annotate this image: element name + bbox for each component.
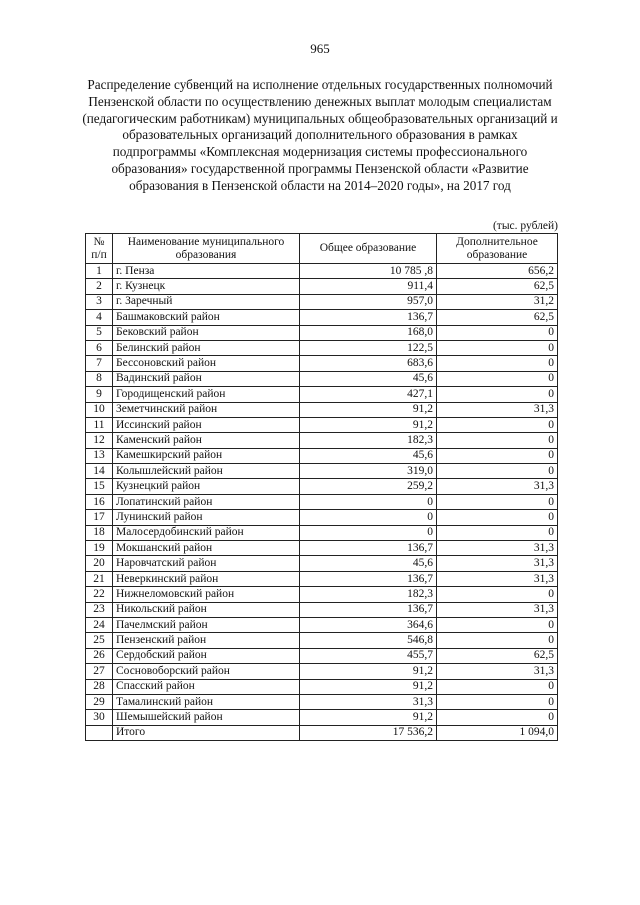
cell-number: 4 [86, 310, 113, 325]
cell-municipality: Мокшанский район [113, 541, 300, 556]
table-row [86, 371, 558, 386]
cell-additional-education: 0 [437, 433, 558, 448]
cell-additional-education: 0 [437, 525, 558, 540]
cell-general-education: 259,2 [300, 479, 437, 494]
cell-number: 29 [86, 694, 113, 709]
table-row [86, 340, 558, 355]
cell-additional-education: 0 [437, 494, 558, 509]
cell-municipality: Бессоновский район [113, 356, 300, 371]
cell-municipality: Наровчатский район [113, 556, 300, 571]
cell-number: 12 [86, 433, 113, 448]
cell-number: 28 [86, 679, 113, 694]
cell-general-education: 91,2 [300, 710, 437, 725]
cell-municipality: Земетчинский район [113, 402, 300, 417]
cell-number: 13 [86, 448, 113, 463]
cell-municipality: Никольский район [113, 602, 300, 617]
cell-municipality: Лопатинский район [113, 494, 300, 509]
cell-municipality: Тамалинский район [113, 694, 300, 709]
cell-number: 17 [86, 510, 113, 525]
cell-municipality: Иссинский район [113, 417, 300, 432]
cell-number: 20 [86, 556, 113, 571]
table-row [86, 417, 558, 432]
total-row [86, 725, 558, 740]
cell-municipality: Сосновоборский район [113, 664, 300, 679]
table-row [86, 464, 558, 479]
cell-additional-education: 31,2 [437, 294, 558, 309]
total-additional: 1 094,0 [437, 725, 558, 740]
cell-general-education: 0 [300, 525, 437, 540]
cell-general-education: 427,1 [300, 387, 437, 402]
cell-number: 19 [86, 541, 113, 556]
cell-general-education: 364,6 [300, 617, 437, 632]
cell-general-education: 182,3 [300, 433, 437, 448]
cell-number: 15 [86, 479, 113, 494]
table-row [86, 325, 558, 340]
cell-general-education: 136,7 [300, 310, 437, 325]
cell-additional-education: 0 [437, 587, 558, 602]
cell-additional-education: 0 [437, 325, 558, 340]
cell-general-education: 0 [300, 494, 437, 509]
cell-additional-education: 0 [437, 694, 558, 709]
table-row [86, 664, 558, 679]
table-row [86, 679, 558, 694]
total-number [86, 725, 113, 740]
cell-municipality: Сердобский район [113, 648, 300, 663]
table-row [86, 279, 558, 294]
cell-municipality: Белинский район [113, 340, 300, 355]
cell-general-education: 136,7 [300, 541, 437, 556]
cell-additional-education: 31,3 [437, 664, 558, 679]
cell-additional-education: 0 [437, 356, 558, 371]
cell-additional-education: 0 [437, 464, 558, 479]
header-general-education: Общее образование [300, 234, 437, 264]
table-row [86, 556, 558, 571]
cell-general-education: 319,0 [300, 464, 437, 479]
cell-additional-education: 31,3 [437, 571, 558, 586]
table-row [86, 387, 558, 402]
cell-number: 2 [86, 279, 113, 294]
cell-general-education: 168,0 [300, 325, 437, 340]
cell-number: 8 [86, 371, 113, 386]
cell-additional-education: 31,3 [437, 602, 558, 617]
cell-number: 6 [86, 340, 113, 355]
document-title: Распределение субвенций на исполнение отдельных государственных полномочий Пензенской области по осуществлению денежных выплат молодым специалистам (педагогическим работникам) муниципальных общеобразовательных организаций и образовательных организаций дополнительного образования в рамках подпрограммы «Комплексная модернизация системы профессионального образования» государственной программы Пензенской области «Развитие образования в Пензенской области на 2014–2020 годы», на 2017 год [82, 77, 558, 193]
cell-general-education: 683,6 [300, 356, 437, 371]
table-row [86, 648, 558, 663]
table-row [86, 510, 558, 525]
cell-municipality: г. Заречный [113, 294, 300, 309]
page-number: 965 [310, 41, 330, 56]
cell-number: 3 [86, 294, 113, 309]
cell-number: 30 [86, 710, 113, 725]
table-row [86, 294, 558, 309]
cell-municipality: г. Кузнецк [113, 279, 300, 294]
cell-general-education: 31,3 [300, 694, 437, 709]
cell-additional-education: 31,3 [437, 479, 558, 494]
cell-additional-education: 0 [437, 710, 558, 725]
table-row [86, 479, 558, 494]
cell-municipality: Шемышейский район [113, 710, 300, 725]
cell-general-education: 91,2 [300, 402, 437, 417]
table-header-row [86, 234, 558, 264]
cell-number: 16 [86, 494, 113, 509]
cell-municipality: Колышлейский район [113, 464, 300, 479]
cell-general-education: 45,6 [300, 371, 437, 386]
table-row [86, 587, 558, 602]
table-row [86, 710, 558, 725]
cell-number: 23 [86, 602, 113, 617]
header-municipality: Наименование муниципального образования [113, 234, 300, 264]
cell-municipality: Кузнецкий район [113, 479, 300, 494]
cell-additional-education: 0 [437, 679, 558, 694]
cell-municipality: Пензенский район [113, 633, 300, 648]
cell-general-education: 91,2 [300, 417, 437, 432]
cell-additional-education: 0 [437, 617, 558, 632]
cell-number: 18 [86, 525, 113, 540]
cell-number: 22 [86, 587, 113, 602]
cell-number: 9 [86, 387, 113, 402]
cell-general-education: 45,6 [300, 556, 437, 571]
cell-municipality: Вадинский район [113, 371, 300, 386]
cell-municipality: Башмаковский район [113, 310, 300, 325]
cell-municipality: Спасский район [113, 679, 300, 694]
cell-general-education: 957,0 [300, 294, 437, 309]
cell-general-education: 455,7 [300, 648, 437, 663]
table-row [86, 264, 558, 279]
cell-general-education: 10 785 ,8 [300, 264, 437, 279]
cell-additional-education: 62,5 [437, 648, 558, 663]
cell-number: 7 [86, 356, 113, 371]
cell-number: 14 [86, 464, 113, 479]
table-row [86, 602, 558, 617]
cell-general-education: 45,6 [300, 448, 437, 463]
unit-note: (тыс. рублей) [492, 220, 558, 232]
table-row [86, 310, 558, 325]
cell-additional-education: 0 [437, 340, 558, 355]
cell-number: 11 [86, 417, 113, 432]
cell-municipality: Городищенский район [113, 387, 300, 402]
cell-additional-education: 0 [437, 387, 558, 402]
total-label: Итого [113, 725, 300, 740]
cell-additional-education: 31,3 [437, 556, 558, 571]
cell-general-education: 136,7 [300, 602, 437, 617]
table-row [86, 494, 558, 509]
cell-number: 5 [86, 325, 113, 340]
table-row [86, 617, 558, 632]
cell-number: 26 [86, 648, 113, 663]
cell-general-education: 136,7 [300, 571, 437, 586]
cell-additional-education: 0 [437, 371, 558, 386]
table-row [86, 633, 558, 648]
cell-additional-education: 0 [437, 510, 558, 525]
cell-number: 25 [86, 633, 113, 648]
cell-general-education: 911,4 [300, 279, 437, 294]
cell-municipality: Неверкинский район [113, 571, 300, 586]
cell-municipality: Лунинский район [113, 510, 300, 525]
header-additional-education: Дополнительное образование [437, 234, 558, 264]
cell-additional-education: 31,3 [437, 541, 558, 556]
cell-additional-education: 31,3 [437, 402, 558, 417]
table-row [86, 694, 558, 709]
cell-number: 1 [86, 264, 113, 279]
cell-municipality: Малосердобинский район [113, 525, 300, 540]
cell-general-education: 122,5 [300, 340, 437, 355]
cell-municipality: Бековский район [113, 325, 300, 340]
table-row [86, 402, 558, 417]
cell-municipality: Нижнеломовский район [113, 587, 300, 602]
cell-general-education: 91,2 [300, 679, 437, 694]
table-row [86, 571, 558, 586]
cell-additional-education: 62,5 [437, 279, 558, 294]
cell-additional-education: 0 [437, 417, 558, 432]
table-row [86, 433, 558, 448]
table-body [86, 264, 558, 726]
subsidy-table [85, 233, 558, 741]
cell-number: 21 [86, 571, 113, 586]
cell-general-education: 91,2 [300, 664, 437, 679]
cell-general-education: 0 [300, 510, 437, 525]
cell-municipality: Пачелмский район [113, 617, 300, 632]
cell-number: 10 [86, 402, 113, 417]
cell-municipality: г. Пенза [113, 264, 300, 279]
table-row [86, 448, 558, 463]
table-row [86, 541, 558, 556]
total-general: 17 536,2 [300, 725, 437, 740]
cell-municipality: Камешкирский район [113, 448, 300, 463]
table-row [86, 525, 558, 540]
header-number: № п/п [86, 234, 113, 264]
cell-additional-education: 0 [437, 633, 558, 648]
table-row [86, 356, 558, 371]
cell-number: 24 [86, 617, 113, 632]
cell-number: 27 [86, 664, 113, 679]
cell-general-education: 182,3 [300, 587, 437, 602]
cell-additional-education: 656,2 [437, 264, 558, 279]
cell-municipality: Каменский район [113, 433, 300, 448]
cell-additional-education: 62,5 [437, 310, 558, 325]
cell-general-education: 546,8 [300, 633, 437, 648]
cell-additional-education: 0 [437, 448, 558, 463]
